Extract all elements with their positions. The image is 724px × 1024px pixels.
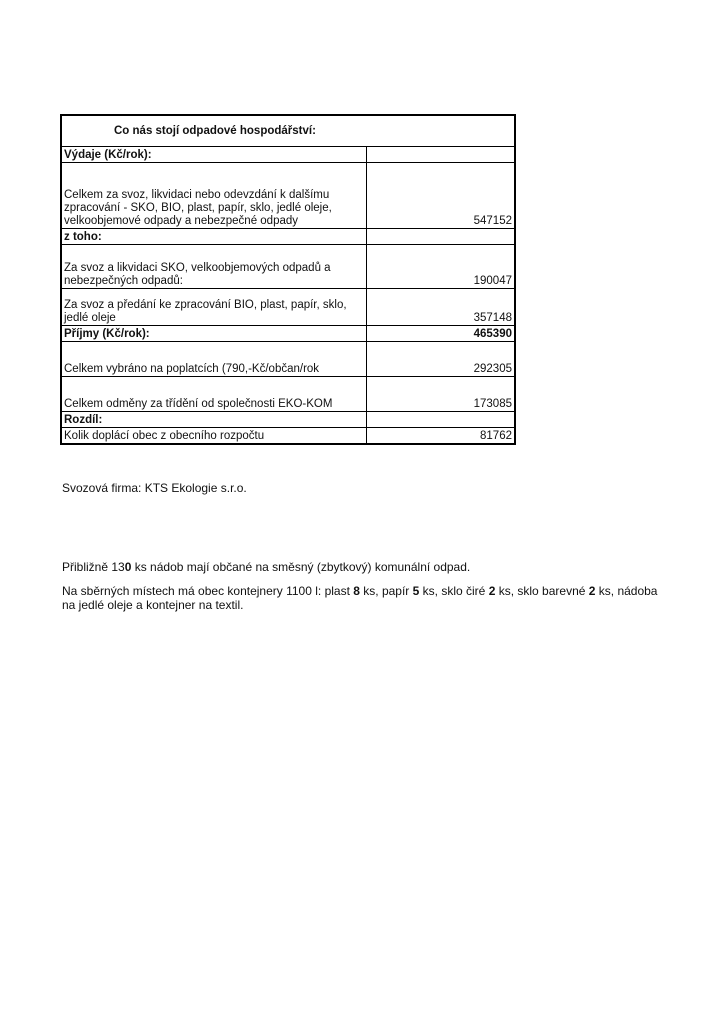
kontejnery-text: ks, papír (359, 584, 413, 598)
papir-count: 5 (412, 584, 420, 598)
row-label: Za svoz a předání ke zpracování BIO, plast, papír, sklo, jedlé oleje (61, 289, 367, 326)
section-label-z-toho: z toho: (61, 229, 367, 245)
plast-count: 8 (353, 584, 360, 598)
kontejnery-paragraph (62, 584, 662, 612)
nadoby-text-post: ks nádob mají občané na směsný (zbytkový) komunální odpad. (131, 560, 471, 574)
section-label-vydaje: Výdaje (Kč/rok): (61, 147, 367, 163)
table-row (61, 245, 515, 289)
kontejnery-text: ks, nádoba na jedlé oleje a kontejner na textil. (62, 584, 658, 612)
nadoby-text-pre: Přibližně 13 (62, 560, 125, 574)
nadoby-paragraph (62, 560, 662, 574)
table-row (61, 229, 515, 245)
table-row (61, 289, 515, 326)
row-value: 547152 (367, 163, 516, 229)
table-row (61, 326, 515, 342)
row-value (367, 147, 516, 163)
row-value (367, 229, 516, 245)
row-label: Celkem vybráno na poplatcích (790,-Kč/občan/rok (61, 342, 367, 377)
section-label-prijmy: Příjmy (Kč/rok): (61, 326, 367, 342)
svozova-firma-text: Svozová firma: KTS Ekologie s.r.o. (62, 481, 247, 495)
table-row (61, 147, 515, 163)
sklo-barevne-count: 2 (588, 584, 596, 598)
row-label: Za svoz a likvidaci SKO, velkoobjemových odpadů a nebezpečných odpadů: (61, 245, 367, 289)
kontejnery-text: ks, sklo barevné (495, 584, 589, 598)
kontejnery-text: Na sběrných místech má obec kontejnery 1100 l: plast (62, 584, 354, 598)
row-value: 465390 (367, 326, 516, 342)
row-value: 173085 (367, 377, 516, 412)
table-title-row (61, 115, 515, 147)
table-row (61, 428, 515, 445)
sklo-cire-count: 2 (488, 584, 496, 598)
table-row (61, 163, 515, 229)
table-title: Co nás stojí odpadové hospodářství: (61, 115, 515, 147)
table-row (61, 377, 515, 412)
nadoby-count-bold: 0 (124, 560, 132, 574)
row-value: 292305 (367, 342, 516, 377)
row-value: 190047 (367, 245, 516, 289)
row-value: 81762 (367, 428, 516, 445)
section-label-rozdil: Rozdíl: (61, 412, 367, 428)
table-row (61, 342, 515, 377)
row-value (367, 412, 516, 428)
row-value: 357148 (367, 289, 516, 326)
row-label: Kolik doplácí obec z obecního rozpočtu (61, 428, 367, 445)
row-label: Celkem odměny za třídění od společnosti EKO-KOM (61, 377, 367, 412)
row-label: Celkem za svoz, likvidaci nebo odevzdání k dalšímu zpracování - SKO, BIO, plast, papír, sklo, jedlé oleje, velkoobjemové odpady a nebezpečné odpady (61, 163, 367, 229)
cost-table (60, 114, 516, 445)
kontejnery-text: ks, sklo čiré (419, 584, 489, 598)
table-row (61, 412, 515, 428)
